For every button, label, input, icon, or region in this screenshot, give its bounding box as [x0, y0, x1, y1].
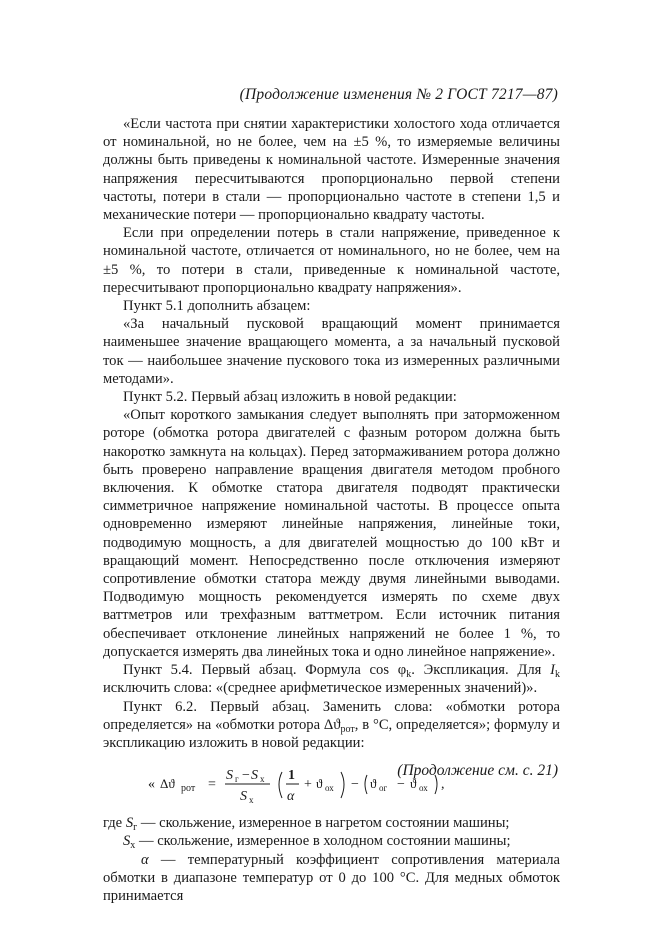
definition-text: — температурный коэффициент сопротивления материала обмотки в диапазоне температур от 0 до 100 °С. Для медных обмоток принимается	[103, 851, 560, 904]
formula-den-sub: х	[249, 795, 254, 806]
paragraph-5: Пункт 5.2. Первый абзац изложить в новой редакции:	[123, 389, 457, 406]
formula-paren-open	[279, 772, 282, 798]
definition-var: S	[125, 815, 134, 832]
formula-num-b: S	[251, 768, 258, 784]
formula-theta-ox-2-sub: ох	[419, 783, 428, 794]
p62-text-b: , в °С, определяется»; формулу и экспликацию изложить в новой редакции:	[103, 716, 560, 751]
formula-open-quote: «	[148, 777, 155, 793]
formula-den: S	[240, 789, 247, 805]
paragraph-4: «За начальный пусковой вращающий момент принимается наименьшее значение вращающего момента, а за начальный пусковой ток — наибольшее значение пускового тока из измеренных различными методами».	[103, 316, 560, 387]
formula-minus-3: −	[397, 777, 405, 793]
formula-eq: =	[208, 777, 216, 793]
p54-var-b: I	[550, 662, 555, 679]
p54-sub-a: k	[406, 669, 412, 681]
definition-sub: г	[133, 822, 138, 834]
formula-lhs-sub: рот	[181, 783, 196, 795]
definition-sub: х	[130, 840, 136, 852]
definition-alpha	[103, 851, 560, 906]
paragraph-6-2	[103, 698, 560, 753]
definition-text: — скольжение, измеренное в нагретом состоянии машины;	[137, 815, 510, 832]
p54-text-c: исключить слова: «(среднее арифметическое измеренных значений)».	[103, 680, 538, 697]
p54-text-b: . Экспликация. Для	[411, 662, 551, 679]
definition-text: — скольжение, измеренное в холодном состоянии машины;	[135, 833, 511, 850]
page-header: (Продолжение изменения № 2 ГОСТ 7217—87)	[239, 86, 558, 103]
formula-alpha: α	[287, 789, 295, 805]
formula-paren-open-2	[365, 775, 367, 794]
paragraph-2: Если при определении потерь в стали напряжение, приведенное к номинальной частоте, отличается от номинального, но не более, чем на ±5 %, то потери в стали, приведенные к номинальной частоте, пересчитывают пропорционально квадрату напряжения».	[103, 225, 560, 296]
formula-close: ,	[441, 777, 445, 793]
formula-lhs: Δϑ	[160, 776, 175, 792]
formula-num-a-sub: г	[235, 774, 239, 785]
paragraph-6: «Опыт короткого замыкания следует выполнять при заторможенном роторе (обмотка ротора двигателей с фазным ротором должна быть накоротко замкнута на кольцах). Перед затормаживанием ротора должно быть проверено направление вращения двигателя методом пробного включения. К обмотке статора двигателя подводят практически симметричное напряжение номинальной частоты. В процессе опыта одновременно измеряют линейные напряжения, линейные токи, подводимую мощность, а для двигателей мощностью до 100 кВт и вращающий момент. Непосредственно после отключения измеряют сопротивление обмотки статора между двумя линейными выводами. Подводимую мощность рекомендуется измерять по схеме двух ваттметров или трехфазным ваттметром. Если источник питания обеспечивает отклонение линейных напряжений не более 1 %, то допускается измерять два линейных тока и одно линейное напряжение».	[103, 407, 560, 660]
document-body	[103, 115, 560, 905]
formula-theta-ox-2: ϑ	[410, 776, 417, 792]
formula-one: 1	[288, 768, 295, 784]
p62-text-a: Пункт 6.2. Первый абзац. Заменить слова: «обмотки ротора определяется» на «обмотки ротора Δϑ	[103, 698, 560, 733]
paragraph-1: «Если частота при снятии характеристики холостого хода отличается от номинальной, но не более, чем на ±5 %, то измеряемые величины должны быть приведены к номинальной частоте. Измеренные значения напряжения пересчитываются пропорционально первой степени частоты, потери в стали — пропорционально частоте в степени 1,5 и механические потери — пропорционально квадрату частоты.	[103, 116, 560, 224]
formula-minus: −	[242, 768, 250, 784]
formula-theta-or: ϑ	[370, 776, 377, 792]
formula-paren-close	[341, 772, 344, 798]
definition-s-hot	[103, 814, 560, 832]
definition-prefix: где	[103, 815, 126, 832]
formula-num-b-sub: х	[260, 774, 265, 785]
formula-theta-or-sub: ог	[379, 783, 388, 794]
formula-theta-ox: ϑ	[316, 776, 323, 792]
definition-s-cold	[103, 832, 560, 850]
p54-text-a: Пункт 5.4. Первый абзац. Формула cos φ	[123, 662, 407, 679]
definition-var: α	[141, 851, 149, 868]
page-continuation-note: (Продолжение см. с. 21)	[397, 762, 558, 779]
p62-sub-a: рот	[340, 723, 355, 735]
formula-num-a: S	[226, 768, 233, 784]
paragraph-3: Пункт 5.1 дополнить абзацем:	[123, 298, 311, 315]
definition-var: S	[123, 833, 131, 850]
definitions-list	[103, 814, 560, 905]
formula-minus-2: −	[351, 777, 359, 793]
formula-plus: +	[304, 777, 312, 793]
p54-sub-b: k	[555, 669, 560, 681]
formula-theta-ox-sub: ох	[325, 783, 334, 794]
paragraph-5-4	[103, 661, 560, 697]
